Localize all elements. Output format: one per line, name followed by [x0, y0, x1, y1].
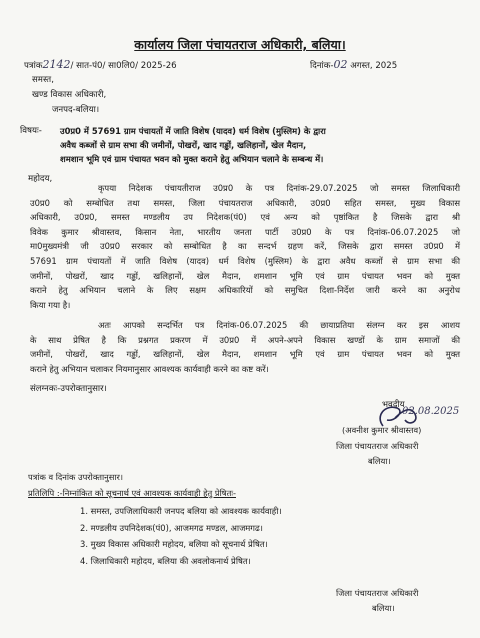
footer-place: बलिया।	[372, 603, 395, 613]
copy-list	[80, 503, 282, 569]
signatory-designation: जिला पंचायतराज अधिकारी	[336, 441, 419, 451]
date-line	[310, 58, 397, 71]
addressee-line-1: समस्त,	[32, 75, 54, 85]
list-item: 2. मण्डलीय उपनिदेशक(पं0), आजमगढ मण्डल, आजमगढ।	[80, 522, 263, 533]
addressee-line-3: जनपद-बलिया।	[52, 105, 100, 115]
ref-prefix: पत्रांक	[24, 61, 43, 71]
date-rest: अगस्त, 2025	[350, 61, 398, 71]
para1-line: कराने हेतु अभियान चलाने के लिए सक्षम अधिकारियों को समुचित दिशा-निर्देश जारी करने का अनुरोध	[30, 285, 460, 296]
footer-designation: जिला पंचायतराज अधिकारी	[336, 588, 419, 598]
para1-line: उ0प्र0 को सम्बोधित तथा समस्त, जिला पंचायतराज अधिकारी, उ0प्र0 सहित समस्त, मुख्य विकास	[30, 197, 460, 208]
subject-line: शमशान भूमि एवं ग्राम पंचायत भवन को मुक्त कराने हेतु अभियान चलाने के सम्बन्ध में।	[60, 154, 324, 164]
bhavdiya: भवदीय	[382, 400, 405, 410]
para1-line: मा0मुख्यमंत्री जी उ0प्र0 सरकार को सम्बोधित है का सन्दर्भ ग्रहण करें, जिसके द्वारा समस्त उ0प्र0 में	[30, 241, 460, 252]
subject-line: अवैध कब्जों से ग्राम सभा की जमीनों, पोखरों, खाद गड्ढों, खलिहानों, खेल मैदान,	[60, 140, 307, 150]
para1-line: जमीनों, पोखरों, खाद गड्ढों, खलिहानों, खेल मैदान, शमशान भूमि एवं ग्राम पंचायत भवन को मुक्त	[30, 270, 460, 281]
subject-line: उ0प्र0 में 57691 ग्राम पंचायतों में जाति विशेष (यादव) धर्म विशेष (मुस्लिम) के द्वारा	[60, 126, 326, 136]
enclosure: संलग्नकः-उपरोक्तानुसार।	[30, 384, 107, 394]
list-item: 3. मुख्य विकास अधिकारी महोदय, बलिया को सूचनार्थ प्रेषित।	[80, 539, 268, 549]
para2-line: कराने हेतु अभियान चलाकर नियमानुसार आवश्यक कार्यवाही करने का कष्ट करें।	[30, 363, 269, 374]
reference-line	[24, 58, 177, 71]
para1-line: कृपया निदेशक पंचायतीराज उ0प्र0 के पत्र दिनांक-29.07.2025 जो समस्त जिलाधिकारी	[98, 183, 460, 193]
date-handwritten: 02	[333, 58, 348, 71]
list-item: 1. समस्त, उपजिलाधिकारी जनपद बलिया को आवश्यक कार्यवाही।	[80, 506, 282, 516]
ref-rest: / सात-पं0/ सा0लि0/ 2025-26	[70, 61, 177, 71]
para2-line: अतः आपको सन्दर्भित पत्र दिनांक-06.07.2025 की छायाप्रतिया संलग्न कर इस आशय	[98, 320, 460, 330]
para1-line: विवेक कुमार श्रीवास्तव, किसान नेता, भारतीय जनता पार्टी उ0प्र0 के पत्र दिनांक-06.07.2025 जो	[30, 226, 460, 237]
ref-number-handwritten: 2142	[42, 58, 71, 71]
addressee-line-2: खण्ड विकास अधिकारी,	[32, 90, 107, 100]
para1-line: 57691 ग्राम पंचायतों में जाति विशेष (यादव) धर्म विशेष (मुस्लिम) के द्वारा अवैध कब्जों से ग्राम सभा की	[30, 255, 460, 266]
salutation: महोदय,	[28, 174, 53, 184]
para1-line: किया गया है।	[30, 299, 71, 310]
copy-heading: प्रतिलिपि :-निम्नांकित को सूचनार्थ एवं आवश्यक कार्यवाही हेतु प्रेषितः-	[28, 488, 236, 498]
signatory-place: बलिया।	[368, 456, 391, 466]
subject-text	[60, 124, 462, 166]
list-item: 4. जिलाधिकारी महोदय, बलिया की अवलोकनार्थ प्रेषित।	[80, 555, 251, 566]
para1-line: अधिकारी, उ0प्र0, समस्त मण्डलीय उप निदेशक(पं0) एवं अन्य को पृष्ठांकित है जिसके द्वारा श्री	[30, 212, 460, 223]
para2-line: के साथ प्रेषित है कि प्रश्नगत प्रकरण में उ0प्र0 में अपने-अपने विकास खण्डों के ग्राम समाजों की	[30, 334, 460, 345]
copy-ref-line: पत्रांक व दिनांक उपरोक्तानुसार।	[28, 472, 124, 482]
para2-line: जमीनों, पोखरों, खाद गड्ढों, खलिहानों, खेल मैदान, शमशान भूमि एवं ग्राम पंचायत भवन को मुक्त	[30, 349, 460, 360]
paragraph-2	[30, 318, 460, 376]
paragraph-1	[30, 181, 460, 312]
date-label: दिनांक-	[310, 61, 334, 71]
signature-date: 02.08.2025	[402, 406, 460, 417]
signatory-name: (अवनीश कुमार श्रीवास्तव)	[342, 425, 422, 435]
office-title: कार्यालय जिला पंचायतराज अधिकारी, बलिया।	[134, 37, 346, 52]
subject-label: विषयः-	[20, 126, 42, 136]
